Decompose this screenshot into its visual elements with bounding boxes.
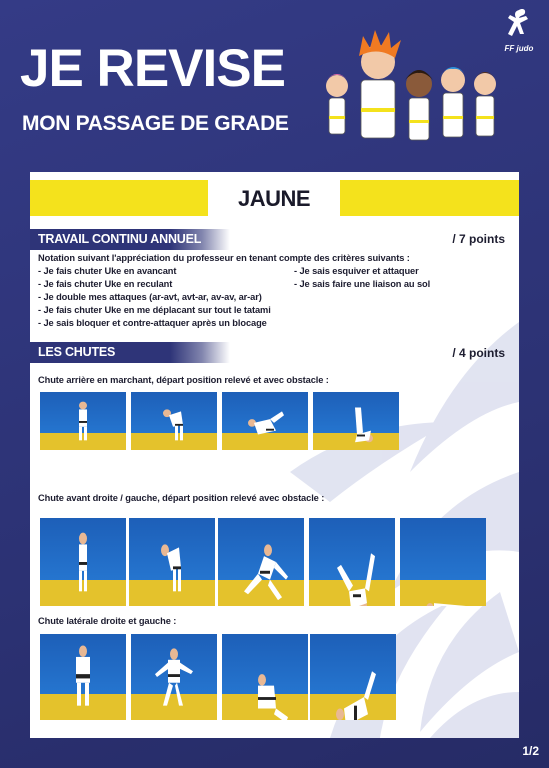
kid-brown-hair <box>473 72 497 136</box>
page-number: 1/2 <box>522 744 539 758</box>
photo-bowing <box>129 518 215 606</box>
criterion-item: - Je fais chuter Uke en reculant <box>38 279 173 289</box>
photo-lying <box>400 518 486 606</box>
kid-blue-hair <box>440 67 467 137</box>
section-title-travail: TRAVAIL CONTINU ANNUEL <box>38 232 202 246</box>
photo-standing <box>40 392 126 450</box>
page-title: JE REVISE <box>20 39 285 98</box>
criterion-item: - Je double mes attaques (ar-avt, avt-ar, av-av, ar-ar) <box>38 292 262 302</box>
photo-back-roll-legs-up <box>313 392 399 450</box>
kid-orange-hair <box>359 30 401 138</box>
judoka-logo-icon <box>504 6 534 44</box>
grade-box <box>208 180 340 216</box>
photo-forward-roll <box>309 518 395 606</box>
section-bar-travail <box>30 229 230 250</box>
criterion-item: - Je fais chuter Uke en me déplacant sur tout le tatami <box>38 305 271 315</box>
points-travail: / 7 points <box>452 232 505 246</box>
criterion-item: - Je sais esquiver et attaquer <box>294 266 419 276</box>
criterion-item: - Je sais bloquer et contre-attaquer après un blocage <box>38 318 267 328</box>
grade-title: JAUNE <box>237 186 311 211</box>
kid-pink-hair <box>325 74 349 134</box>
kid-dark-hair <box>405 70 433 140</box>
caption-chute-laterale: Chute latérale droite et gauche : <box>38 616 177 626</box>
section-bar-chutes <box>30 342 230 363</box>
photo-lunging <box>218 518 304 606</box>
photo-crouching <box>222 634 308 720</box>
section-title-chutes: LES CHUTES <box>38 345 116 359</box>
criterion-item: - Je fais chuter Uke en avancant <box>38 266 177 276</box>
photo-standing-belt <box>40 634 126 720</box>
page-subtitle: MON PASSAGE DE GRADE <box>22 112 289 135</box>
photo-rolling-back <box>222 392 308 450</box>
caption-chute-arriere: Chute arrière en marchant, départ position relevé et avec obstacle : <box>38 375 329 385</box>
photo-arms-out <box>131 634 217 720</box>
caption-chute-avant: Chute avant droite / gauche, départ position relevé avec obstacle : <box>38 493 325 503</box>
notation-text: Notation suivant l'appréciation du professeur en tenant compte des critères suivants : <box>38 253 410 263</box>
photo-standing <box>40 518 126 606</box>
logo-text: FF judo <box>504 44 534 53</box>
criterion-item: - Je sais faire une liaison au sol <box>294 279 431 289</box>
points-chutes: / 4 points <box>452 346 505 360</box>
ffjudo-logo <box>499 6 539 58</box>
photo-bowing <box>131 392 217 450</box>
cartoon-judokas-illustration <box>315 28 505 158</box>
content-panel <box>30 172 519 738</box>
photo-side-fall <box>310 634 396 720</box>
grade-band <box>30 180 519 216</box>
